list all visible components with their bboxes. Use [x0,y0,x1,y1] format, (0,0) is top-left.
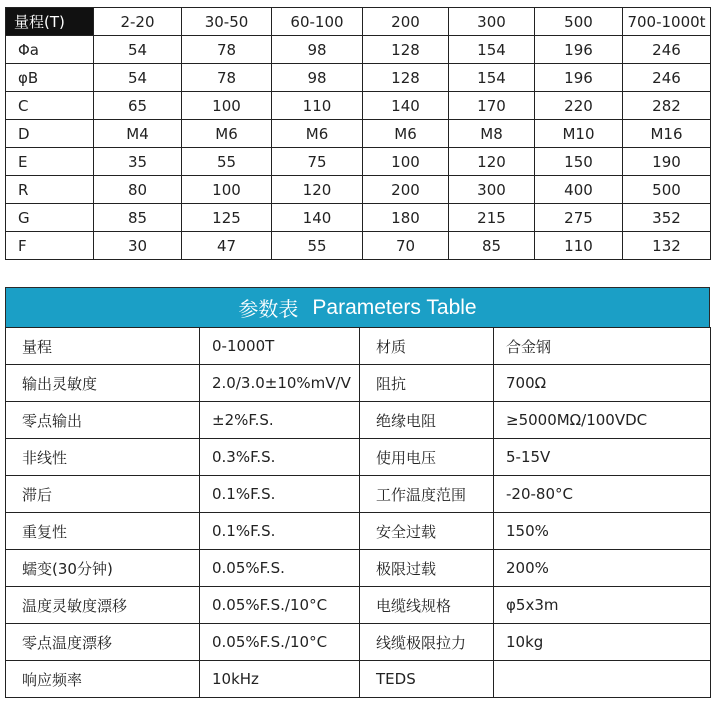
table-cell: 85 [449,232,535,260]
table-cell: 282 [623,92,711,120]
table-cell: 170 [449,92,535,120]
table-cell: 125 [182,204,272,232]
param-value: φ5x3m [494,587,711,624]
param-value: 150% [494,513,711,550]
title-chinese: 参数表 [238,297,299,321]
row-label: φB [6,64,94,92]
param-value: 合金钢 [494,328,711,365]
parameters-table [5,327,711,698]
table-cell: 196 [535,36,623,64]
param-value: ±2%F.S. [200,402,360,439]
row-label: F [6,232,94,260]
table-row [6,624,711,661]
table-row [6,550,711,587]
table-cell: 98 [272,36,363,64]
table-cell: 220 [535,92,623,120]
table-cell: 140 [272,204,363,232]
table-cell: M16 [623,120,711,148]
param-name: 零点温度漂移 [6,624,200,661]
table-cell: M6 [363,120,449,148]
param-name: 绝缘电阻 [360,402,494,439]
table-row [6,365,711,402]
param-name: 安全过载 [360,513,494,550]
param-name: 响应频率 [6,661,200,698]
param-value: 0.1%F.S. [200,513,360,550]
table-cell: 100 [182,176,272,204]
table-cell: 47 [182,232,272,260]
table-cell: 500 [623,176,711,204]
dimension-header-row [6,8,711,36]
param-value: 0.05%F.S./10°C [200,587,360,624]
table-cell: 215 [449,204,535,232]
param-name: 输出灵敏度 [6,365,200,402]
param-value: 2.0/3.0±10%mV/V [200,365,360,402]
table-row [6,176,711,204]
table-cell: 200 [363,176,449,204]
param-name: 重复性 [6,513,200,550]
row-label: E [6,148,94,176]
table-row [6,92,711,120]
table-row [6,402,711,439]
param-name: 零点输出 [6,402,200,439]
param-name: 材质 [360,328,494,365]
table-cell: 275 [535,204,623,232]
param-value: 0-1000T [200,328,360,365]
header-cell: 500 [535,8,623,36]
param-name: 蠕变(30分钟) [6,550,200,587]
param-name: 电缆线规格 [360,587,494,624]
table-cell: 35 [94,148,182,176]
table-cell: 154 [449,64,535,92]
table-cell: 78 [182,64,272,92]
table-cell: 190 [623,148,711,176]
table-row [6,328,711,365]
param-name: 阻抗 [360,365,494,402]
title-english: Parameters Table [312,295,477,319]
table-cell: 110 [272,92,363,120]
table-row [6,476,711,513]
table-cell: 55 [182,148,272,176]
param-value: 0.05%F.S. [200,550,360,587]
table-cell: 246 [623,64,711,92]
table-cell: M4 [94,120,182,148]
param-value: ≥5000MΩ/100VDC [494,402,711,439]
param-value: -20-80°C [494,476,711,513]
param-name: TEDS [360,661,494,698]
table-cell: 352 [623,204,711,232]
param-name: 工作温度范围 [360,476,494,513]
header-cell: 2-20 [94,8,182,36]
table-row [6,232,711,260]
param-value [494,661,711,698]
table-cell: 98 [272,64,363,92]
param-name: 量程 [6,328,200,365]
table-cell: 154 [449,36,535,64]
table-row [6,120,711,148]
table-cell: 400 [535,176,623,204]
table-cell: M10 [535,120,623,148]
param-name: 使用电压 [360,439,494,476]
table-row [6,661,711,698]
row-label: C [6,92,94,120]
table-cell: 180 [363,204,449,232]
header-cell: 30-50 [182,8,272,36]
dimension-table [5,7,711,260]
table-cell: 128 [363,36,449,64]
table-cell: 75 [272,148,363,176]
table-row [6,513,711,550]
table-row [6,587,711,624]
table-cell: 65 [94,92,182,120]
table-cell: 128 [363,64,449,92]
parameters-title [5,287,710,327]
table-row [6,36,711,64]
table-cell: 30 [94,232,182,260]
table-cell: 300 [449,176,535,204]
header-cell: 60-100 [272,8,363,36]
table-cell: 140 [363,92,449,120]
param-value: 0.1%F.S. [200,476,360,513]
param-value: 10kHz [200,661,360,698]
table-cell: 246 [623,36,711,64]
row-label: G [6,204,94,232]
table-cell: 196 [535,64,623,92]
table-row [6,64,711,92]
header-cell: 量程(T) [6,8,94,36]
header-cell: 200 [363,8,449,36]
table-row [6,148,711,176]
parameters-section [5,287,710,698]
table-cell: 85 [94,204,182,232]
row-label: D [6,120,94,148]
param-name: 极限过载 [360,550,494,587]
table-cell: 100 [363,148,449,176]
param-name: 线缆极限拉力 [360,624,494,661]
table-row [6,439,711,476]
table-cell: 54 [94,36,182,64]
table-cell: 100 [182,92,272,120]
header-cell: 700-1000t [623,8,711,36]
table-row [6,204,711,232]
param-value: 200% [494,550,711,587]
row-label: R [6,176,94,204]
param-value: 0.05%F.S./10°C [200,624,360,661]
table-cell: 120 [272,176,363,204]
table-cell: 55 [272,232,363,260]
table-cell: 70 [363,232,449,260]
table-cell: M8 [449,120,535,148]
param-name: 滞后 [6,476,200,513]
table-cell: 78 [182,36,272,64]
param-value: 0.3%F.S. [200,439,360,476]
table-cell: 110 [535,232,623,260]
table-cell: 80 [94,176,182,204]
table-cell: 132 [623,232,711,260]
param-value: 700Ω [494,365,711,402]
table-cell: M6 [272,120,363,148]
table-cell: 54 [94,64,182,92]
param-name: 非线性 [6,439,200,476]
param-value: 10kg [494,624,711,661]
param-value: 5-15V [494,439,711,476]
param-name: 温度灵敏度漂移 [6,587,200,624]
table-cell: 150 [535,148,623,176]
row-label: Φa [6,36,94,64]
header-cell: 300 [449,8,535,36]
table-cell: 120 [449,148,535,176]
table-cell: M6 [182,120,272,148]
